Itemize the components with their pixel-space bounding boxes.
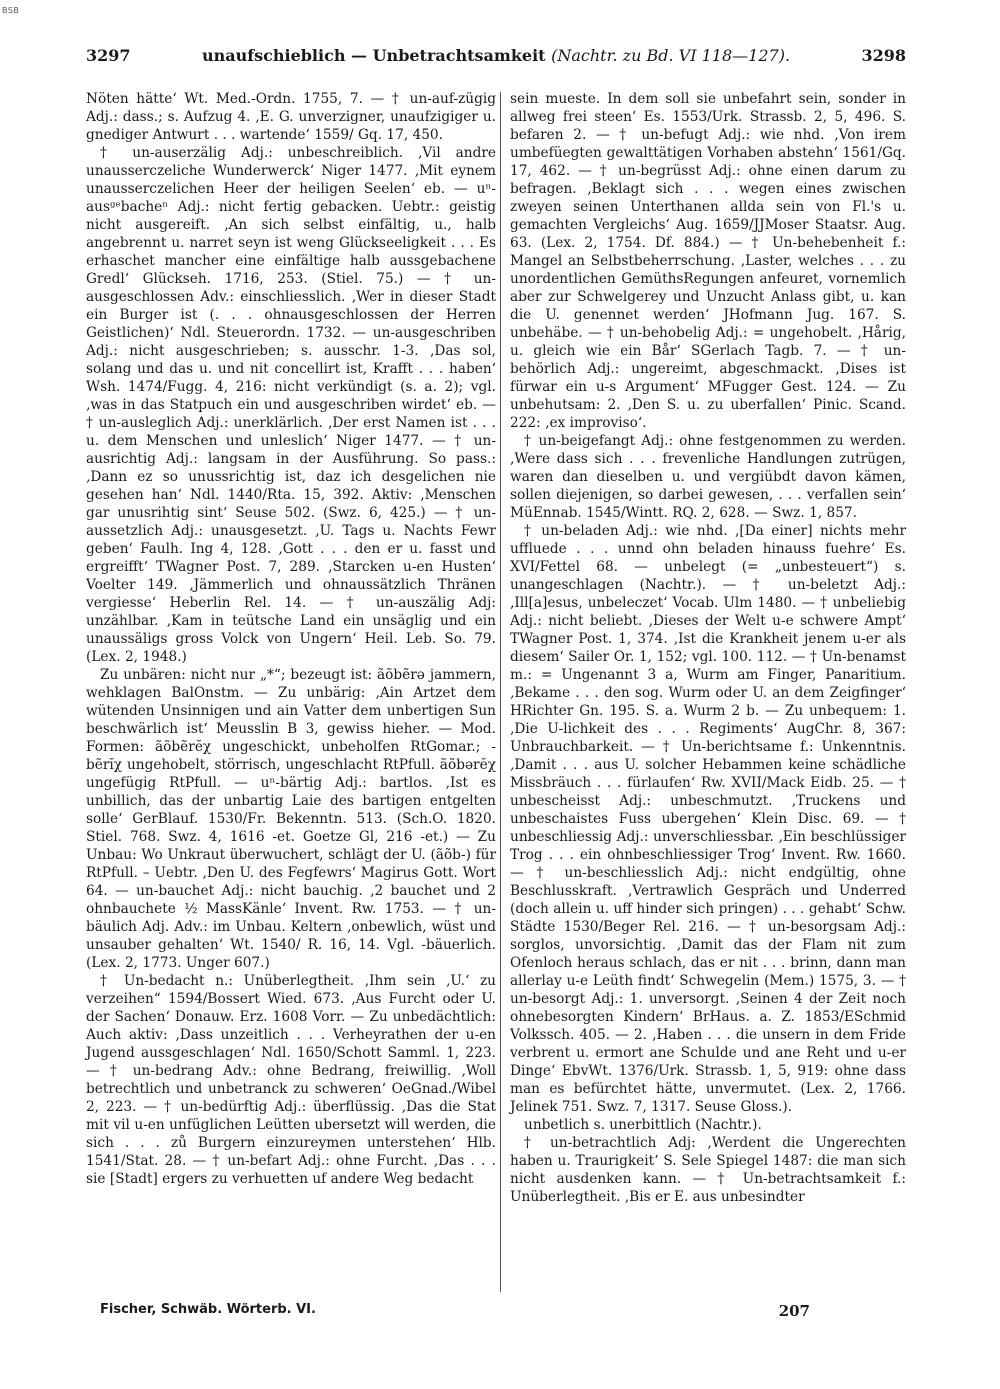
left-paragraph-2: † un-auserzälig Adj.: unbeschreiblich. ‚Vil andre unausserczeliche Wunderwerck‘ Niger 1477. ‚Mit eynem unausserczelichen Heer der heiligen Seelen‘ eb. — uⁿ-ausᵍᵉbacheⁿ Adj.: nicht fertig gebacken. Uebtr.: geistig nicht ausgereift. ‚An sich selbst einfältig, u., halb angebrennt u. narret seyn ist weng Glückseeligkeit . . . Es erhaschet mancher eine einfältige halb aussgebachene Gredl‘ Glückseh. 1716, 253. (Stiel. 75.) — † un-ausgeschlossen Adv.: einschliesslich. ‚Wer in dieser Stadt ein Burger ist (. . . ohnausgeschlossen der Herren Geistlichen)‘ Ndl. Steuerordn. 1732. — un-ausgeschriben Adj.: nicht ausgeschrieben; s. ausschr. 1-3. ‚Das sol, solang und das u. und nit concellirt ist, Krafft . . . haben‘ Wsh. 1474/Fugg. 4, 216: nicht verkündigt (s. a. 2); vgl. ‚was in das Statpuch ein und ausgeschriben wirdet‘ eb. — † un-ausleglich Adj.: unerklärlich. ‚Der erst Namen ist . . . u. dem Menschen und unleslich‘ Niger 1477. — † un-ausrichtig Adj.: langsam in der Ausführung. So pass.: ‚Dann ez so unussrichtig ist, daz ich desgelichen nie gesehen han‘ Ndl. 1440/Rta. 15, 392. Aktiv: ‚Menschen gar unusrihtig sint‘ Seuse 502. (Swz. 6, 425.) — † un-aussetzlich Adj.: unausgesetzt. ‚U. Tags u. Nachts Fewr geben‘ Faulh. Ing 4, 128. ‚Gott . . . den er u. fasst und ergreifft‘ TWagner Post. 7, 289. ‚Starcken u-en Husten‘ Voelter 149. ‚Jämmerlich und ohnaussätzlich Thränen vergiesse‘ Heberlin Rel. 14. — † un-auszälig Adj: unzählbar. ‚Kam in teütsche Land ein unsäglig und ein unaussäligs gross Volck von Ungern‘ Heil. Leb. So. 79. (Lex. 2, 1948.) <box>86 145 496 665</box>
running-title <box>202 46 790 65</box>
right-paragraph-2: † un-beigefangt Adj.: ohne festgenommen zu werden. ‚Were dass sich . . . frevenliche Handlungen zutrügen, waren dan dieselben u. und vergiübdt davon kämen, sollen diejenigen, so darbei gewesen, . . . verfallen sein‘ MüEnnab. 1545/Wintt. RQ. 2, 628. — Swz. 1, 857. <box>510 433 906 521</box>
library-stamp: BSB <box>2 6 20 15</box>
right-page-number: 3298 <box>861 46 906 65</box>
running-title-text: unaufschieblich — Unbetrachtsamkeit <box>201 46 546 65</box>
right-paragraph-4: unbetlich s. unerbittlich (Nachtr.). <box>524 1117 762 1133</box>
right-column <box>510 90 906 1206</box>
column-divider <box>500 92 501 1292</box>
page-footer <box>100 1302 810 1326</box>
running-title-subtitle: (Nachtr. zu Bd. VI 118—127). <box>551 46 791 65</box>
right-paragraph-1: sein mueste. In dem soll sie unbefahrt sein, sonder in allweg frei steen‘ Es. 1553/Urk. Strassb. 2, 5, 496. S. befaren 2. — † un-befugt Adj.: wie nhd. ‚Von irem umbefüegten gewalttätigen Vorhaben abstehn‘ 1561/Gq. 17, 462. — † un-begrüsst Adj.: ohne einen darum zu befragen. ‚Beklagt sich . . . wegen eines zwischen zweyen seinen Unterthanen allda sein von Fl.'s u. gemachten Vergleichs‘ Aug. 1659/JJMoser Staatsr. Aug. 63. (Lex. 2, 1754. Df. 884.) — † Un-behebenheit f.: Mangel an Selbstbeherrschung. ‚Laster, welches . . . zu unordentlichen GemüthsRegungen anfeuret, vornemlich aber zur Schwelgerey und Unzucht Anlass gibt, u. kan die U. genennet werden‘ JHofmann Jug. 167. S. unbehäbe. — † un-behobelig Adj.: = ungehobelt. ‚Hårig, u. gleich wie ein Bår‘ SGerlach Tagb. 7. — † un-behörlich Adj.: ungereimt, abgeschmackt. ‚Dises ist fürwar ein u-s Argument‘ MFugger Gest. 124. — Zu unbehutsam: 2. ‚Den S. u. zu uberfallen‘ Pinic. Scand. 222: ‚ex improviso‘. <box>510 91 906 431</box>
right-paragraph-5: † un-betrachtlich Adj: ‚Werdent die Ungerechten haben u. Traurigkeit‘ S. Sele Spiegel 1487: die man sich nicht ausdenken kann. — † Un-betrachtsamkeit f.: Unüberlegtheit. ‚Bis er E. aus unbesindter <box>510 1135 906 1205</box>
left-paragraph-1: Nöten hätte‘ Wt. Med.-Ordn. 1755, 7. — † un-auf-zügig Adj.: dass.; s. Aufzug 4. ‚E. G. unverzigner, unaufzigiger u. gnediger Antwurt . . . wartende‘ 1559/ Gq. 17, 450. <box>86 91 496 143</box>
footer-page-number: 207 <box>778 1302 810 1320</box>
page-header <box>86 46 906 70</box>
footer-source: Fischer, Schwäb. Wörterb. VI. <box>100 1302 316 1317</box>
left-page-number: 3297 <box>86 46 131 65</box>
left-column <box>86 90 496 1188</box>
right-paragraph-3: † un-beladen Adj.: wie nhd. ‚[Da einer] nichts mehr uffluede . . . unnd ohn beladen hinauss fuehre‘ Es. XVI/Fettel 68. — unbelegt (= „unbesteuert“) s. unangeschlagen (Nachtr.). — † un-beletzt Adj.: ‚Ill[a]esus, unbeleczet‘ Vocab. Ulm 1480. — † unbeliebig Adj.: nicht beliebt. ‚Dieses der Welt u-e schwere Ampt‘ TWagner Post. 1, 374. ‚Ist die Krankheit jenem u-er als diesem‘ Sailer Or. 1, 152; vgl. 100. 112. — † Un-benamst m.: = Ungenannt 3 a, Wurm am Finger, Panaritium. ‚Bekame . . . den sog. Wurm oder U. an dem Zeigfinger‘ HRichter Gn. 195. S. a. Wurm 2 b. — Zu unbequem: 1. ‚Die U-lichkeit des . . . Regiments‘ AugChr. 8, 367: Unbrauchbarkeit. — † Un-berichtsame f.: Unkenntnis. ‚Damit . . . aus U. solcher Hebammen keine schädliche Missbräuch . . . fürlaufen‘ Rw. XVII/Mack Eidb. 25. — † unbescheisst Adj.: unbeschmutzt. ‚Truckens und unbeschaistes Fuss ubergehen‘ Klein Disc. 69. — † unbeschliessig Adj.: unverschliessbar. ‚Ein beschlüssiger Trog . . . ein ohnbeschliessiger Trog‘ Invent. Rw. 1660. — † un-beschliesslich Adj.: nicht endgültig, ohne Beschlusskraft. ‚Vertrawlich Gespräch und Underred (doch allein u. uff hinder sich pringen) . . . gehabt‘ Schw. Städte 1530/Beger Rel. 216. — † un-besorgsam Adj.: sorglos, unvorsichtig. ‚Damit das der Flam nit zum Ofenloch heraus schlach, das er nit . . . brinn, dann man allerlay u-e Leüth findt‘ Schwegelin (Mem.) 1575, 3. — † un-besorgt Adj.: 1. unversorgt. ‚Seinen 4 der Zeit noch ohnebesorgten Kindern‘ BrHaus. a. Z. 1853/ESchmid Volkssch. 405. — 2. ‚Haben . . . die unsern in dem Fride verbrent u. ermort ane Schulde und ane Reht und u-er Dinge‘ EbvWt. 1376/Urk. Strassb. 1, 5, 919: ohne dass man es befürchtet hätte, unvermutet. (Lex. 2, 1766. Jelinek 751. Swz. 7, 1317. Seuse Gloss.). <box>510 523 906 1115</box>
left-paragraph-3: Zu unbären: nicht nur „*“; bezeugt ist: ãõbẽrə jammern, wehklagen BalOnstm. — Zu unbärig: ‚Ain Artzet dem wütenden Unsinnigen und ain Vatter dem unbertigen Sun beschwärlich ist‘ Meusslin B 3, gewiss hieher. — Mod. Formen: ãõbẽrĕχ ungeschickt, unbeholfen RtGomar.; -bẽrĭχ ungehobelt, störrisch, ungeschlacht RtPfull. ãõbərĕχ ungefügig RtPfull. — uⁿ-bärtig Adj.: bartlos. ‚Ist es unbillich, das der unbartig Laie des bartigen entgelten solle‘ GerBlauf. 1530/Fr. Bekenntn. 513. (Sch.O. 1820. Stiel. 768. Swz. 4, 1616 -et. Goetze Gl, 216 -et.) — Zu Unbau: Wo Unkraut überwuchert, schlägt der U. (ãõb-) für RtPfull. – Uebtr. ‚Den U. des Fegfewrs‘ Magirus Gott. Wort 64. — un-bauchet Adj.: nicht bauchig. ‚2 bauchet und 2 ohnbauchete ½ MassKänle‘ Invent. Rw. 1753. — † un-bäulich Adj. Adv.: im Unbau. Keltern ‚onbewlich, wüst und unsauber gehalten‘ Wt. 1540/ R. 16, 14. Vgl. -bäuerlich. (Lex. 2, 1773. Unger 607.) <box>86 667 496 971</box>
left-paragraph-4: † Un-bedacht n.: Unüberlegtheit. ‚Ihm sein ‚U.‘ zu verzeihen“ 1594/Bossert Wied. 673. ‚Aus Furcht oder U. der Sachen‘ Donauw. Erz. 1608 Vorr. — Zu unbedächtlich: Auch aktiv: ‚Dass unzeitlich . . . Verheyrathen der u-en Jugend aussgeschlagen‘ Ndl. 1650/Schott Samml. 1, 223. — † un-bedrang Adv.: ohne Bedrang, freiwillig. ‚Woll betrechtlich und unbetranck zu schweren‘ OeGnad./Wibel 2, 223. — † un-bedürftig Adj.: überflüssig. ‚Das die Stat mit vil u-en unfüglichen Leütten ubersetzt will werden, die sich . . . zů Burgern einzureymen unterstehen‘ Hlb. 1541/Stat. 28. — † un-befart Adj.: ohne Furcht. ‚Das . . . sie [Stadt] ergers zu verhuetten uf andere Weg bedacht <box>86 973 496 1187</box>
